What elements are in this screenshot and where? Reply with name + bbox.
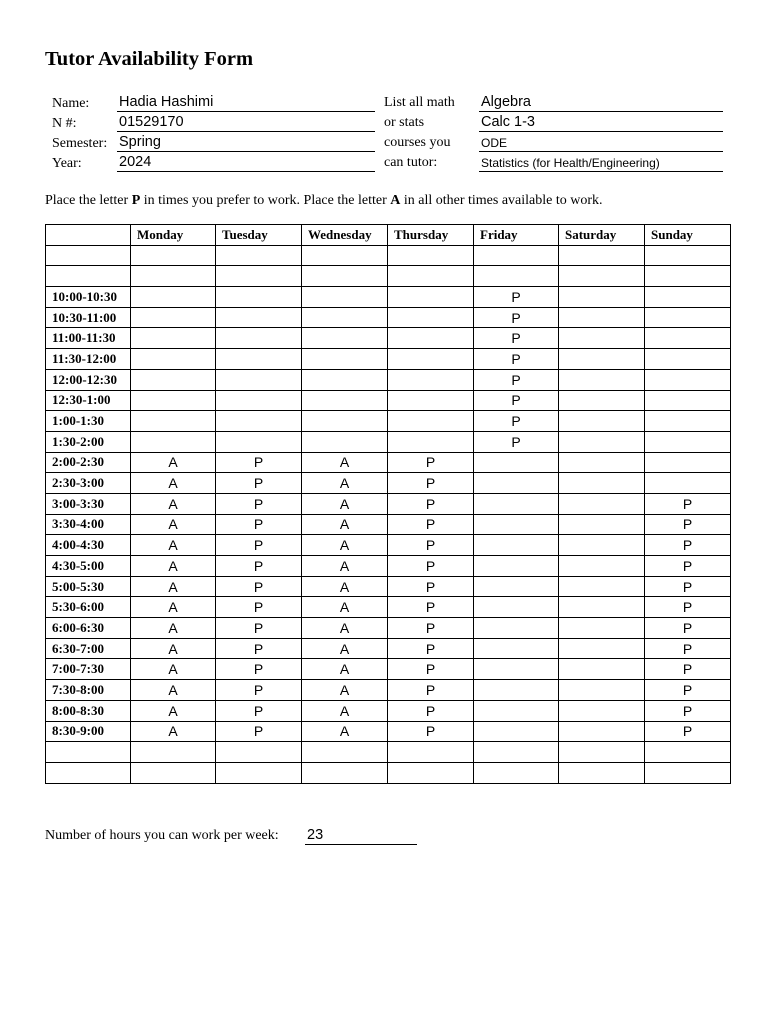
time-slot-label: 4:30-5:00 — [46, 556, 131, 577]
day-header: Tuesday — [216, 225, 302, 246]
availability-cell[interactable]: P — [474, 328, 559, 349]
availability-cell[interactable] — [559, 576, 645, 597]
time-slot-label: 1:00-1:30 — [46, 411, 131, 432]
availability-cell[interactable] — [474, 742, 559, 763]
availability-cell[interactable]: P — [645, 618, 731, 639]
availability-cell[interactable]: P — [645, 659, 731, 680]
availability-cell[interactable]: P — [388, 680, 474, 701]
availability-cell[interactable]: A — [302, 535, 388, 556]
table-row — [46, 452, 731, 473]
availability-cell[interactable] — [645, 411, 731, 432]
time-slot-label: 2:30-3:00 — [46, 473, 131, 494]
availability-cell[interactable] — [559, 369, 645, 390]
table-row — [46, 307, 731, 328]
availability-cell[interactable] — [388, 266, 474, 287]
availability-cell[interactable] — [388, 431, 474, 452]
availability-cell[interactable]: P — [645, 514, 731, 535]
availability-cell[interactable]: P — [388, 535, 474, 556]
availability-cell[interactable] — [559, 452, 645, 473]
time-slot-label: 8:30-9:00 — [46, 721, 131, 742]
n-number-label: N #: — [52, 116, 77, 131]
table-row — [46, 556, 731, 577]
availability-cell[interactable]: A — [302, 556, 388, 577]
table-row — [46, 328, 731, 349]
course-field[interactable]: ODE — [479, 135, 723, 152]
availability-cell[interactable] — [559, 535, 645, 556]
courses-label-line: courses you — [384, 135, 451, 150]
time-slot-label: 6:30-7:00 — [46, 638, 131, 659]
table-row — [46, 721, 731, 742]
availability-cell[interactable]: P — [474, 431, 559, 452]
availability-cell[interactable] — [388, 287, 474, 308]
availability-cell[interactable] — [559, 431, 645, 452]
availability-cell[interactable] — [474, 556, 559, 577]
availability-cell[interactable]: P — [388, 473, 474, 494]
year-label: Year: — [52, 156, 82, 171]
table-row — [46, 431, 731, 452]
table-row — [46, 369, 731, 390]
time-slot-label: 11:00-11:30 — [46, 328, 131, 349]
form-title: Tutor Availability Form — [45, 48, 254, 70]
availability-cell[interactable]: P — [645, 700, 731, 721]
availability-cell[interactable] — [302, 266, 388, 287]
time-slot-label — [46, 245, 131, 266]
availability-cell[interactable]: P — [388, 659, 474, 680]
availability-cell[interactable] — [216, 266, 302, 287]
availability-cell[interactable] — [388, 349, 474, 370]
time-slot-label: 10:00-10:30 — [46, 287, 131, 308]
availability-cell[interactable]: P — [388, 638, 474, 659]
time-slot-label — [46, 266, 131, 287]
availability-cell[interactable] — [131, 742, 216, 763]
availability-cell[interactable] — [302, 328, 388, 349]
availability-cell[interactable] — [216, 328, 302, 349]
availability-cell[interactable]: P — [216, 659, 302, 680]
availability-cell[interactable]: P — [474, 390, 559, 411]
availability-cell[interactable] — [302, 390, 388, 411]
table-row — [46, 473, 731, 494]
availability-cell[interactable] — [131, 349, 216, 370]
availability-cell[interactable]: P — [474, 369, 559, 390]
time-slot-label — [46, 762, 131, 783]
time-slot-label: 3:00-3:30 — [46, 493, 131, 514]
availability-cell[interactable]: P — [645, 493, 731, 514]
availability-cell[interactable] — [216, 287, 302, 308]
availability-cell[interactable] — [388, 369, 474, 390]
availability-cell[interactable]: A — [302, 700, 388, 721]
semester-label: Semester: — [52, 136, 108, 151]
availability-cell[interactable]: P — [216, 721, 302, 742]
availability-cell[interactable] — [302, 742, 388, 763]
table-header-row — [46, 225, 731, 246]
availability-cell[interactable]: P — [474, 411, 559, 432]
day-header: Saturday — [559, 225, 645, 246]
time-slot-label: 10:30-11:00 — [46, 307, 131, 328]
availability-cell[interactable] — [131, 431, 216, 452]
availability-cell[interactable] — [559, 411, 645, 432]
day-header: Monday — [131, 225, 216, 246]
availability-cell[interactable] — [645, 742, 731, 763]
availability-cell[interactable] — [474, 680, 559, 701]
availability-cell[interactable] — [474, 493, 559, 514]
availability-cell[interactable]: P — [388, 452, 474, 473]
table-row — [46, 659, 731, 680]
time-slot-label: 1:30-2:00 — [46, 431, 131, 452]
table-row — [46, 287, 731, 308]
availability-cell[interactable]: P — [474, 307, 559, 328]
availability-cell[interactable]: A — [131, 638, 216, 659]
instructions: Place the letter P in times you prefer to work. Place the letter A in all other times available to work. — [45, 193, 603, 208]
availability-cell[interactable]: P — [216, 514, 302, 535]
table-row — [46, 411, 731, 432]
availability-cell[interactable] — [474, 762, 559, 783]
table-row — [46, 514, 731, 535]
availability-cell[interactable] — [645, 307, 731, 328]
n-number-field[interactable]: 01529170 — [117, 114, 375, 132]
hours-label: Number of hours you can work per week: — [45, 828, 279, 843]
availability-cell[interactable] — [645, 390, 731, 411]
availability-cell[interactable] — [216, 390, 302, 411]
availability-cell[interactable] — [645, 431, 731, 452]
availability-cell[interactable] — [131, 411, 216, 432]
table-row — [46, 742, 731, 763]
availability-cell[interactable]: P — [388, 556, 474, 577]
availability-cell[interactable] — [559, 266, 645, 287]
availability-cell[interactable]: P — [216, 576, 302, 597]
availability-cell[interactable] — [559, 556, 645, 577]
availability-cell[interactable] — [559, 742, 645, 763]
table-row — [46, 576, 731, 597]
table-row — [46, 762, 731, 783]
time-slot-label: 12:30-1:00 — [46, 390, 131, 411]
availability-cell[interactable]: A — [131, 680, 216, 701]
time-slot-label: 3:30-4:00 — [46, 514, 131, 535]
availability-cell[interactable]: A — [302, 618, 388, 639]
availability-cell[interactable] — [474, 245, 559, 266]
time-slot-label: 5:00-5:30 — [46, 576, 131, 597]
availability-cell[interactable] — [474, 514, 559, 535]
availability-cell[interactable]: A — [131, 514, 216, 535]
table-row — [46, 349, 731, 370]
availability-cell[interactable]: P — [388, 721, 474, 742]
availability-cell[interactable] — [474, 576, 559, 597]
availability-cell[interactable] — [559, 514, 645, 535]
time-slot-label: 12:00-12:30 — [46, 369, 131, 390]
semester-field[interactable]: Spring — [117, 134, 375, 152]
availability-cell[interactable]: P — [216, 473, 302, 494]
availability-cell[interactable]: A — [302, 493, 388, 514]
availability-cell[interactable]: A — [131, 556, 216, 577]
year-field[interactable]: 2024 — [117, 154, 375, 172]
availability-cell[interactable] — [388, 307, 474, 328]
availability-cell[interactable]: A — [302, 680, 388, 701]
availability-cell[interactable] — [645, 473, 731, 494]
availability-cell[interactable] — [388, 245, 474, 266]
availability-cell[interactable] — [559, 597, 645, 618]
time-slot-label: 11:30-12:00 — [46, 349, 131, 370]
availability-cell[interactable] — [559, 700, 645, 721]
availability-cell[interactable] — [131, 369, 216, 390]
availability-cell[interactable]: A — [131, 618, 216, 639]
hours-field[interactable]: 23 — [305, 827, 417, 845]
availability-cell[interactable] — [388, 762, 474, 783]
availability-cell[interactable] — [216, 762, 302, 783]
availability-cell[interactable]: A — [131, 493, 216, 514]
table-row — [46, 245, 731, 266]
courses-label-line: or stats — [384, 115, 425, 130]
table-row — [46, 535, 731, 556]
availability-cell[interactable] — [474, 266, 559, 287]
time-slot-label: 6:00-6:30 — [46, 618, 131, 639]
availability-cell[interactable] — [131, 762, 216, 783]
availability-cell[interactable]: P — [216, 700, 302, 721]
time-column-header — [46, 225, 131, 246]
availability-cell[interactable] — [474, 638, 559, 659]
day-header: Wednesday — [302, 225, 388, 246]
availability-cell[interactable] — [302, 369, 388, 390]
availability-cell[interactable] — [474, 618, 559, 639]
availability-cell[interactable] — [559, 638, 645, 659]
time-slot-label: 4:00-4:30 — [46, 535, 131, 556]
availability-cell[interactable] — [216, 369, 302, 390]
availability-cell[interactable] — [302, 245, 388, 266]
day-header: Sunday — [645, 225, 731, 246]
availability-cell[interactable]: P — [388, 618, 474, 639]
availability-cell[interactable] — [645, 266, 731, 287]
availability-cell[interactable]: P — [216, 452, 302, 473]
availability-cell[interactable] — [645, 245, 731, 266]
availability-cell[interactable] — [559, 245, 645, 266]
availability-cell[interactable]: A — [302, 514, 388, 535]
availability-cell[interactable]: P — [645, 597, 731, 618]
availability-cell[interactable]: A — [131, 473, 216, 494]
availability-cell[interactable] — [216, 411, 302, 432]
availability-cell[interactable]: A — [302, 452, 388, 473]
name-field[interactable]: Hadia Hashimi — [117, 94, 375, 112]
availability-cell[interactable]: P — [216, 638, 302, 659]
availability-cell[interactable] — [559, 721, 645, 742]
availability-cell[interactable] — [388, 742, 474, 763]
table-row — [46, 618, 731, 639]
day-header: Friday — [474, 225, 559, 246]
availability-cell[interactable]: P — [216, 597, 302, 618]
availability-cell[interactable] — [645, 328, 731, 349]
availability-cell[interactable] — [474, 597, 559, 618]
availability-cell[interactable]: P — [645, 576, 731, 597]
availability-cell[interactable]: P — [645, 556, 731, 577]
availability-cell[interactable] — [388, 411, 474, 432]
time-slot-label — [46, 742, 131, 763]
table-row — [46, 680, 731, 701]
table-row — [46, 390, 731, 411]
availability-cell[interactable] — [559, 493, 645, 514]
course-field[interactable]: Algebra — [479, 94, 723, 112]
availability-cell[interactable]: A — [131, 659, 216, 680]
availability-cell[interactable]: A — [131, 576, 216, 597]
availability-cell[interactable]: P — [388, 493, 474, 514]
availability-cell[interactable] — [474, 659, 559, 680]
availability-cell[interactable] — [559, 287, 645, 308]
availability-cell[interactable] — [645, 369, 731, 390]
availability-cell[interactable]: P — [645, 535, 731, 556]
availability-cell[interactable] — [216, 307, 302, 328]
availability-cell[interactable]: A — [131, 721, 216, 742]
availability-cell[interactable] — [216, 349, 302, 370]
availability-cell[interactable] — [216, 431, 302, 452]
availability-cell[interactable]: A — [131, 535, 216, 556]
availability-table — [45, 224, 731, 784]
availability-cell[interactable]: P — [216, 556, 302, 577]
table-row — [46, 638, 731, 659]
day-header: Thursday — [388, 225, 474, 246]
availability-cell[interactable] — [559, 659, 645, 680]
availability-cell[interactable]: P — [216, 535, 302, 556]
availability-cell[interactable] — [559, 390, 645, 411]
availability-cell[interactable] — [559, 349, 645, 370]
availability-cell[interactable] — [388, 390, 474, 411]
availability-cell[interactable]: P — [388, 700, 474, 721]
availability-cell[interactable]: P — [388, 514, 474, 535]
availability-cell[interactable]: P — [474, 349, 559, 370]
availability-cell[interactable] — [474, 700, 559, 721]
availability-cell[interactable] — [302, 349, 388, 370]
availability-cell[interactable] — [474, 452, 559, 473]
availability-cell[interactable] — [645, 349, 731, 370]
table-row — [46, 266, 731, 287]
availability-cell[interactable]: P — [645, 680, 731, 701]
availability-cell[interactable]: P — [645, 721, 731, 742]
name-label: Name: — [52, 96, 90, 111]
availability-cell[interactable] — [302, 762, 388, 783]
time-slot-label: 7:00-7:30 — [46, 659, 131, 680]
availability-cell[interactable] — [302, 431, 388, 452]
availability-cell[interactable]: A — [131, 597, 216, 618]
availability-cell[interactable] — [388, 328, 474, 349]
availability-cell[interactable] — [559, 473, 645, 494]
availability-cell[interactable] — [559, 328, 645, 349]
courses-label-line: List all math — [384, 95, 455, 110]
availability-cell[interactable]: P — [216, 680, 302, 701]
availability-cell[interactable]: P — [216, 618, 302, 639]
availability-cell[interactable]: P — [388, 576, 474, 597]
availability-cell[interactable]: A — [302, 638, 388, 659]
availability-cell[interactable] — [216, 742, 302, 763]
time-slot-label: 2:00-2:30 — [46, 452, 131, 473]
availability-cell[interactable] — [302, 287, 388, 308]
availability-cell[interactable] — [131, 266, 216, 287]
availability-cell[interactable] — [559, 680, 645, 701]
availability-cell[interactable] — [645, 452, 731, 473]
availability-cell[interactable] — [474, 721, 559, 742]
availability-cell[interactable] — [645, 287, 731, 308]
availability-cell[interactable]: A — [302, 576, 388, 597]
table-row — [46, 597, 731, 618]
availability-cell[interactable]: A — [302, 473, 388, 494]
time-slot-label: 5:30-6:00 — [46, 597, 131, 618]
availability-cell[interactable] — [216, 245, 302, 266]
availability-cell[interactable] — [559, 762, 645, 783]
availability-cell[interactable] — [559, 618, 645, 639]
availability-cell[interactable] — [131, 287, 216, 308]
table-row — [46, 493, 731, 514]
availability-cell[interactable]: P — [388, 597, 474, 618]
availability-cell[interactable] — [131, 328, 216, 349]
availability-cell[interactable]: P — [645, 638, 731, 659]
availability-cell[interactable] — [131, 307, 216, 328]
availability-cell[interactable]: A — [302, 597, 388, 618]
course-field[interactable]: Calc 1-3 — [479, 114, 723, 132]
availability-cell[interactable] — [474, 473, 559, 494]
availability-cell[interactable]: A — [131, 452, 216, 473]
availability-cell[interactable] — [302, 307, 388, 328]
availability-cell[interactable] — [645, 762, 731, 783]
availability-cell[interactable]: A — [131, 700, 216, 721]
availability-cell[interactable]: A — [302, 721, 388, 742]
availability-cell[interactable] — [302, 411, 388, 432]
availability-cell[interactable] — [559, 307, 645, 328]
time-slot-label: 8:00-8:30 — [46, 700, 131, 721]
availability-cell[interactable] — [131, 390, 216, 411]
availability-cell[interactable]: P — [474, 287, 559, 308]
time-slot-label: 7:30-8:00 — [46, 680, 131, 701]
table-row — [46, 700, 731, 721]
courses-label-line: can tutor: — [384, 155, 438, 170]
availability-cell[interactable]: A — [302, 659, 388, 680]
availability-cell[interactable] — [474, 535, 559, 556]
availability-cell[interactable]: P — [216, 493, 302, 514]
availability-cell[interactable] — [131, 245, 216, 266]
course-field[interactable]: Statistics (for Health/Engineering) — [479, 155, 723, 172]
